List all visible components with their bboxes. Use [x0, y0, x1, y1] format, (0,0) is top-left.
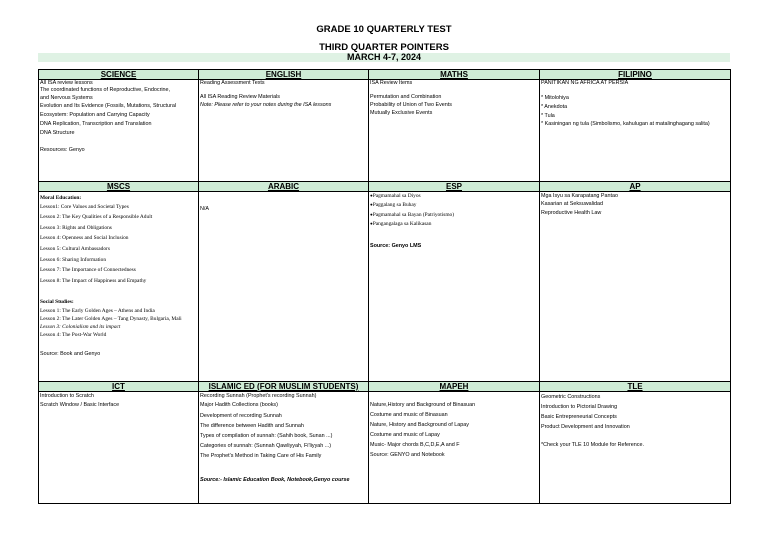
arabic-cell	[199, 192, 369, 382]
moral-education-title: Moral Education:	[40, 195, 82, 201]
islamic-line: Types of compilation of sunnah: (Sahih book, Sunan ...)	[200, 433, 333, 439]
moral-lesson: Lesson 8: The Impact of Happiness and Empathy	[40, 277, 147, 284]
ict-cell	[39, 392, 199, 504]
moral-lesson: Lesson 3: Rights and Obligations	[40, 224, 112, 231]
science-resources: Resources: Genyo	[40, 147, 85, 154]
esp-cell	[369, 192, 540, 382]
heading-arabic: ARABIC	[199, 182, 369, 192]
arabic-text: N/A	[200, 206, 209, 212]
moral-lesson: Lesson 4: Openness and Social Inclusion	[40, 235, 129, 242]
moral-lesson: Lesson 7: The Importance of Connectedness	[40, 267, 136, 274]
islamic-line: Development of recording Sunnah	[200, 413, 282, 419]
islamic-cell	[199, 392, 369, 504]
heading-science: SCIENCE	[39, 70, 199, 80]
mapeh-line: Nature,History and Background of Binasuan	[370, 402, 476, 408]
science-line: Evolution and Its Evidence (Fossils, Mutations, Structural	[40, 103, 177, 110]
maths-line: Probability of Union of Two Events	[370, 101, 453, 108]
tle-note: *Check your TLE 10 Module for Reference.	[541, 442, 644, 448]
islamic-line: Major Hadith Collections (books)	[200, 402, 278, 408]
mapeh-line: Music- Major chords B,C,D,E,A and F	[370, 442, 460, 448]
tle-line: Introduction to Pictorial Drawing	[541, 404, 618, 410]
maths-line: Permutation and Combination	[370, 94, 442, 101]
heading-ap: AP	[540, 182, 731, 192]
filipino-line: PANITIKAN NG AFRICA AT PERSIA	[541, 80, 629, 86]
moral-lesson: Lesson1: Core Values and Societal Types	[40, 203, 129, 210]
science-line: DNA Structure	[40, 130, 75, 137]
esp-item: ● Paggalang sa Buhay	[370, 201, 538, 209]
social-lesson: Lesson 1: The Early Golden Ages – Athens and India	[40, 307, 155, 314]
mapeh-line: Costume and music of Lapay	[370, 432, 440, 438]
esp-source: Source: Genyo LMS	[370, 242, 422, 249]
science-line: DNA Replication, Transcription and Translation	[40, 121, 152, 128]
heading-ict: ICT	[39, 382, 199, 392]
islamic-line: The difference between Hadith and Sunnah	[200, 423, 304, 429]
social-studies-title: Social Studies:	[40, 299, 74, 306]
ict-line: Scratch Window / Basic Interface	[40, 402, 120, 408]
ap-line: Reproductive Health Law	[541, 209, 602, 216]
esp-item: ● Pangangalaga sa Kalikasan	[370, 220, 538, 228]
maths-line: Mutually Exclusive Events	[370, 110, 433, 117]
islamic-line: The Prophet's Method in Taking Care of His Family	[200, 453, 322, 459]
mapeh-line: Source: GENYO and Notebook	[370, 452, 445, 458]
moral-lesson: Lesson 6: Sharing Information	[40, 256, 107, 263]
filipino-item: * Tula	[541, 113, 555, 120]
ap-cell	[540, 192, 731, 382]
esp-item: ● Pagmamahal sa Bayan (Patriyotismo)	[370, 211, 538, 219]
heading-tle: TLE	[540, 382, 731, 392]
moral-lesson: Lesson 5: Cultural Ambassadors	[40, 245, 110, 252]
date-banner: MARCH 4-7, 2024	[38, 53, 730, 62]
ap-line: Kasarian at Seksuwalidad	[541, 201, 604, 208]
ap-line: Mga Isyu sa Karapatang Pantao	[541, 193, 619, 199]
heading-maths: MATHS	[369, 70, 540, 80]
maths-line: ISA Review Items	[370, 80, 413, 86]
tle-cell	[540, 392, 731, 504]
maths-cell	[369, 80, 540, 182]
mapeh-line: Costume and music of Binasuan	[370, 412, 448, 418]
science-line: Ecosystem: Population and Carrying Capacity	[40, 112, 150, 119]
islamic-line: Recording Sunnah (Prophet's recording Sunnah)	[200, 393, 317, 399]
english-cell	[199, 80, 369, 182]
english-line: All ISA Reading Review Materials	[200, 94, 280, 101]
tle-line: Basic Entrepreneurial Concepts	[541, 414, 617, 420]
english-note: Note: Please refer to your notes during the ISA lessons	[200, 101, 332, 108]
social-lesson: Lesson 4: The Post-War World	[40, 332, 107, 339]
science-line: All ISA review lessons	[40, 80, 93, 86]
science-line: and Nervous Systems	[40, 94, 93, 101]
page-title: GRADE 10 QUARTERLY TEST	[316, 24, 452, 35]
filipino-item: * Kasiningan ng tula (Simbolismo, kahulugan at matalinghagang salita)	[541, 121, 710, 128]
page-subtitle: THIRD QUARTER POINTERS	[319, 42, 449, 53]
filipino-cell	[540, 80, 731, 182]
islamic-line: Categories of sunnah: (Sunnah Qawliyyah, Fi'liyyah ...)	[200, 443, 332, 449]
tle-line: Product Development and Innovation	[541, 424, 630, 430]
filipino-item: * Anekdota	[541, 104, 568, 111]
science-line: The coordinated functions of Reproductive, Endocrine,	[40, 87, 171, 94]
esp-item: ● Pagmamahal sa Diyos	[370, 192, 538, 200]
islamic-source: Source:- Islamic Education Book, Notebook,Genyo course	[200, 477, 350, 483]
mapeh-line: Nature, History and Background of Lapay	[370, 422, 469, 428]
english-line: Reading Assessment Texts	[200, 80, 265, 86]
heading-mapeh: MAPEH	[369, 382, 540, 392]
tle-line: Geometric Constructions	[541, 394, 601, 400]
ict-line: Introduction to Scratch	[40, 393, 94, 399]
moral-lesson: Lesson 2: The Key Qualities of a Responsible Adult	[40, 214, 153, 221]
mscs-cell	[39, 192, 199, 382]
science-cell	[39, 80, 199, 182]
heading-esp: ESP	[369, 182, 540, 192]
filipino-item: * Mitolohiya	[541, 95, 569, 102]
social-lesson: Lesson 2: The Later Golden Ages – Tang Dynasty, Bulgaria, Mali	[40, 315, 182, 322]
heading-mscs: MSCS	[39, 182, 199, 192]
mapeh-cell	[369, 392, 540, 504]
social-lesson: Lesson 3: Colonialism and its impact	[40, 323, 121, 330]
mscs-source: Source: Book and Genyo	[40, 350, 101, 357]
heading-english: ENGLISH	[199, 70, 369, 80]
heading-filipino: FILIPINO	[540, 70, 731, 80]
heading-islamic-ed: ISLAMIC ED (FOR MUSLIM STUDENTS)	[199, 382, 369, 392]
pointers-table	[38, 69, 731, 504]
